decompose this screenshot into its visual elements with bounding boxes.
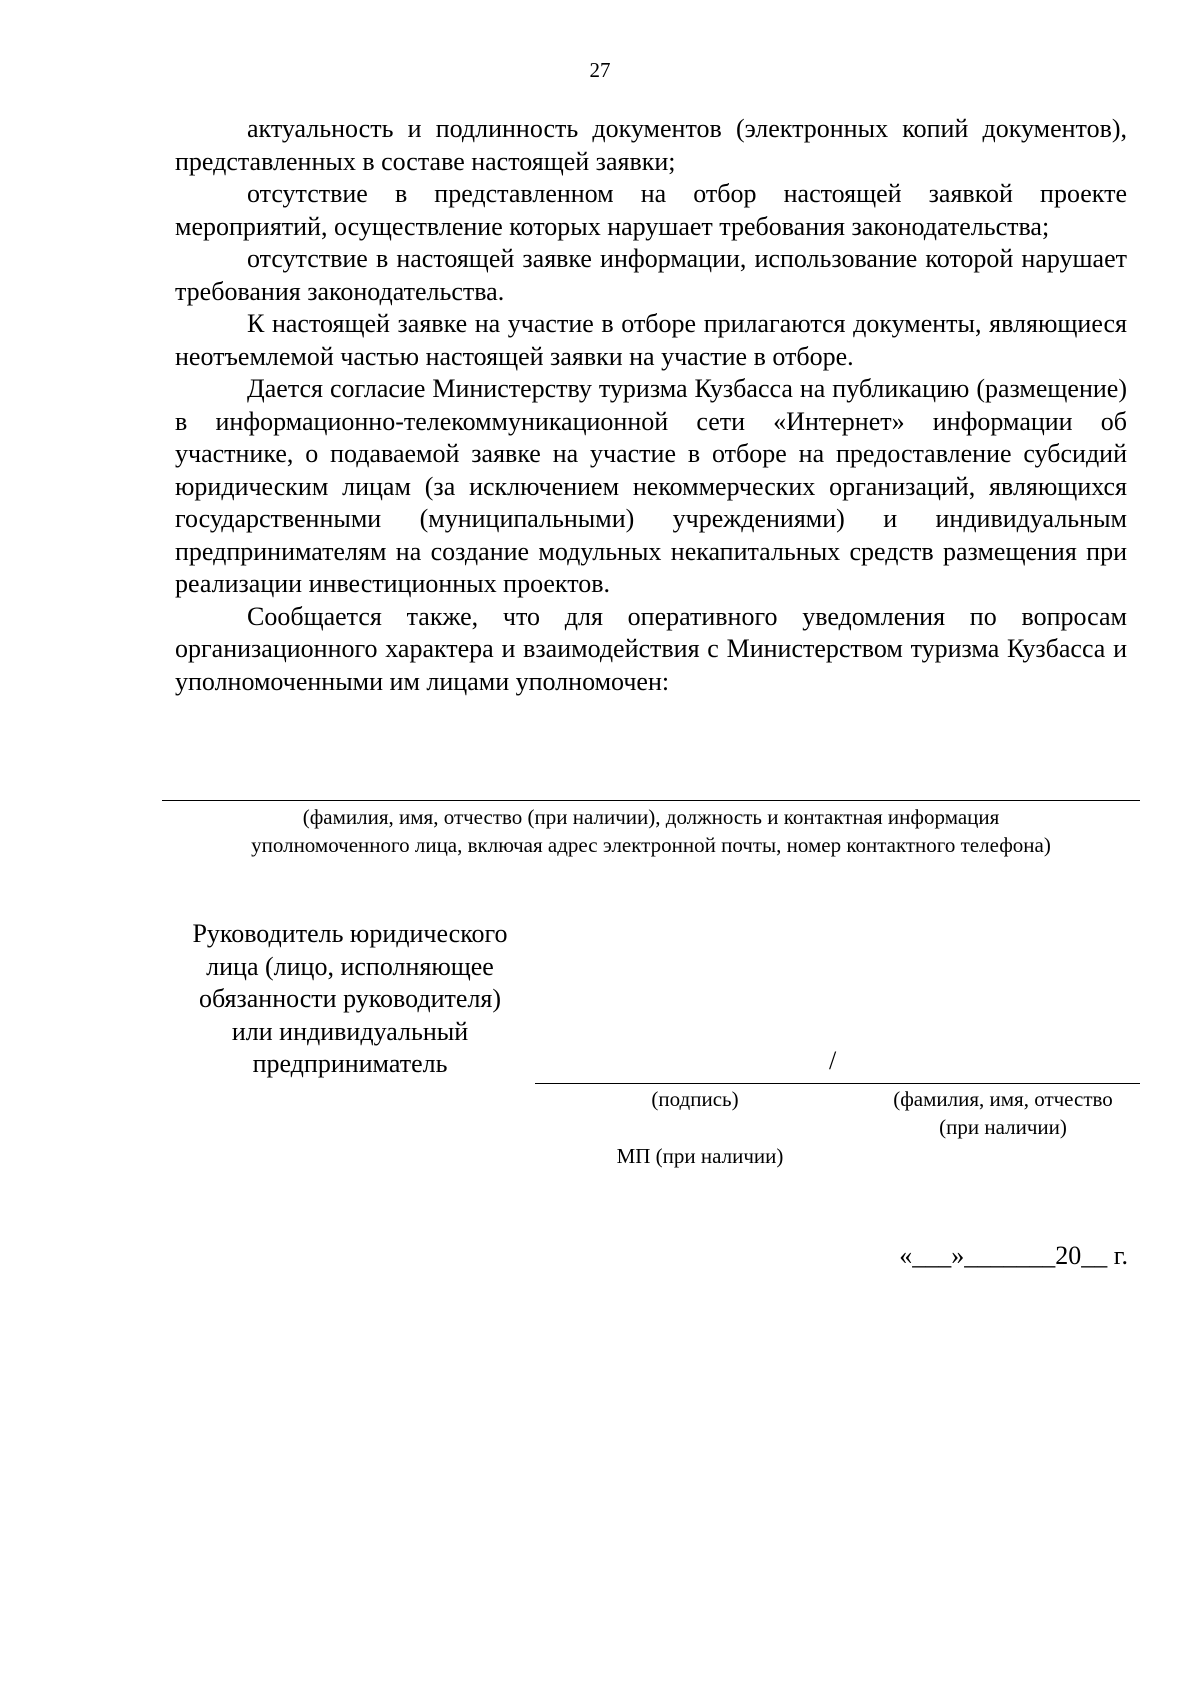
document-body [175,113,1127,698]
signature-fill-line[interactable] [535,1083,1140,1084]
paragraph-authorized-person: Сообщается также, что для оперативного уведомления по вопросам организационного характера и взаимодействия с Министерством туризма Кузбасса и уполномоченными им лицами уполномочен: [175,601,1127,696]
signature-label: (подпись) [651,1087,739,1111]
page-number: 27 [589,58,611,82]
paragraph-no-violating-activities: отсутствие в представленном на отбор настоящей заявкой проекте мероприятий, осуществление которых нарушает требования законодательства; [175,179,1127,241]
paragraph-attached-documents: К настоящей заявке на участие в отборе прилагаются документы, являющиеся неотъемлемой частью настоящей заявки на участие в отборе. [175,309,1127,371]
contact-fill-line[interactable] [162,800,1140,801]
signature-separator: / [829,1046,837,1075]
full-name-label-line-1: (фамилия, имя, отчество [893,1087,1113,1111]
stamp-label: МП (при наличии) [616,1144,784,1168]
signer-title-line: обязанности руководителя) [198,984,502,1013]
signer-title-line: предприниматель [252,1049,448,1078]
signer-title-line: или индивидуальный [231,1016,469,1046]
paragraph-authenticity: актуальность и подлинность документов (электронных копий документов), представленных в составе настоящей заявки; [175,114,1127,176]
full-name-label-line-2: (при наличии) [939,1115,1067,1139]
paragraph-publication-consent: Дается согласие Министерству туризма Кузбасса на публикацию (размещение) в информационно-телекоммуникационной сети «Интернет» информации об участнике, о подаваемой заявке на участие в отборе на предоставление субсидий юридическим лицам (за исключением некоммерческих организаций, являющихся государственными (муниципальными) учреждениями) и индивидуальным предпринимателям на создание модульных некапитальных средств размещения при реализации инвестиционных проектов. [175,374,1127,598]
signer-title-line: Руководитель юридического [192,919,508,948]
full-name-label [858,1085,1148,1141]
contact-caption [162,803,1140,859]
signer-title [165,918,535,1081]
paragraph-no-violating-information: отсутствие в настоящей заявке информации, использование которой нарушает требования законодательства. [175,244,1127,306]
date-field[interactable]: «___»_______20__ г. [899,1241,1128,1270]
contact-caption-line-1: (фамилия, имя, отчество (при наличии), должность и контактная информация [302,805,1000,829]
signer-title-line: лица (лицо, исполняющее [206,951,494,981]
contact-caption-line-2: уполномоченного лица, включая адрес электронной почты, номер контактного телефона) [251,833,1051,857]
